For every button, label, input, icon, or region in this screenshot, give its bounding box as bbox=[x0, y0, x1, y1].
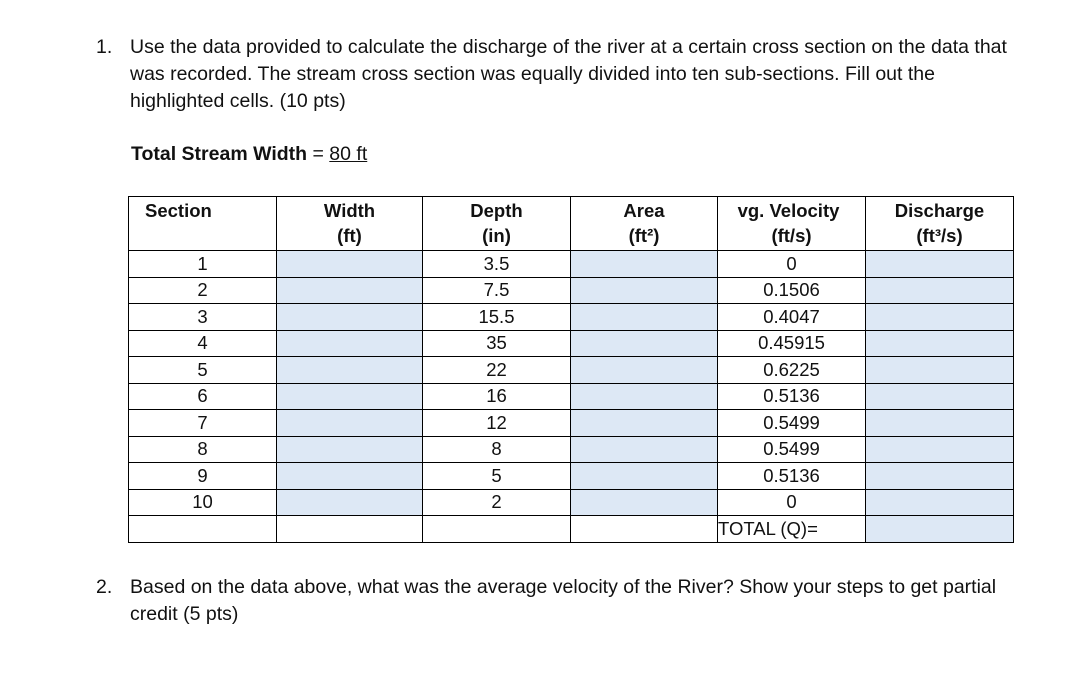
table-row bbox=[129, 251, 1014, 278]
area-input-cell[interactable] bbox=[571, 436, 718, 463]
discharge-input-cell[interactable] bbox=[866, 489, 1014, 516]
width-input-cell[interactable] bbox=[277, 357, 423, 384]
section-cell: 4 bbox=[129, 330, 277, 357]
discharge-input-cell[interactable] bbox=[866, 251, 1014, 278]
question-2-text: Based on the data above, what was the average velocity of the River? Show your steps to get partial credit (5 pts) bbox=[130, 576, 997, 625]
section-cell: 10 bbox=[129, 489, 277, 516]
area-input-cell[interactable] bbox=[571, 277, 718, 304]
depth-cell: 16 bbox=[423, 383, 571, 410]
velocity-cell: 0.1506 bbox=[718, 277, 866, 304]
discharge-input-cell[interactable] bbox=[866, 277, 1014, 304]
total-stream-width-label: Total Stream Width bbox=[131, 143, 308, 165]
discharge-table bbox=[128, 196, 1014, 543]
area-input-cell[interactable] bbox=[571, 304, 718, 331]
velocity-cell: 0.5136 bbox=[718, 383, 866, 410]
width-input-cell[interactable] bbox=[277, 304, 423, 331]
table-row bbox=[129, 489, 1014, 516]
depth-cell: 12 bbox=[423, 410, 571, 437]
discharge-input-cell[interactable] bbox=[866, 410, 1014, 437]
section-cell: 9 bbox=[129, 463, 277, 490]
width-input-cell[interactable] bbox=[277, 489, 423, 516]
header-area: Area (ft²) bbox=[571, 197, 718, 251]
velocity-cell: 0 bbox=[718, 251, 866, 278]
discharge-input-cell[interactable] bbox=[866, 357, 1014, 384]
header-discharge: Discharge (ft³/s) bbox=[866, 197, 1014, 251]
depth-cell: 2 bbox=[423, 489, 571, 516]
width-input-cell[interactable] bbox=[277, 251, 423, 278]
section-cell: 3 bbox=[129, 304, 277, 331]
discharge-input-cell[interactable] bbox=[866, 383, 1014, 410]
total-stream-width-equals: = bbox=[307, 143, 330, 165]
depth-cell: 35 bbox=[423, 330, 571, 357]
width-input-cell[interactable] bbox=[277, 463, 423, 490]
table-row bbox=[129, 357, 1014, 384]
velocity-cell: 0.6225 bbox=[718, 357, 866, 384]
header-width: Width (ft) bbox=[277, 197, 423, 251]
depth-cell: 5 bbox=[423, 463, 571, 490]
total-stream-width bbox=[131, 143, 367, 166]
width-input-cell[interactable] bbox=[277, 330, 423, 357]
section-cell: 8 bbox=[129, 436, 277, 463]
total-empty-cell bbox=[277, 516, 423, 543]
section-cell: 2 bbox=[129, 277, 277, 304]
area-input-cell[interactable] bbox=[571, 251, 718, 278]
discharge-input-cell[interactable] bbox=[866, 304, 1014, 331]
depth-cell: 3.5 bbox=[423, 251, 571, 278]
total-empty-cell bbox=[571, 516, 718, 543]
question-2-number: 2. bbox=[96, 576, 113, 598]
depth-cell: 7.5 bbox=[423, 277, 571, 304]
header-depth: Depth (in) bbox=[423, 197, 571, 251]
table-row bbox=[129, 463, 1014, 490]
area-input-cell[interactable] bbox=[571, 410, 718, 437]
velocity-cell: 0 bbox=[718, 489, 866, 516]
width-input-cell[interactable] bbox=[277, 277, 423, 304]
section-cell: 1 bbox=[129, 251, 277, 278]
section-cell: 7 bbox=[129, 410, 277, 437]
width-input-cell[interactable] bbox=[277, 383, 423, 410]
velocity-cell: 0.5499 bbox=[718, 410, 866, 437]
question-1-text: Use the data provided to calculate the discharge of the river at a certain cross section on the data that was recorded. The stream cross section was equally divided into ten sub-sections. Fill out the highlighted cells. (10 pts) bbox=[130, 36, 1007, 112]
area-input-cell[interactable] bbox=[571, 463, 718, 490]
header-velocity: vg. Velocity (ft/s) bbox=[718, 197, 866, 251]
discharge-input-cell[interactable] bbox=[866, 330, 1014, 357]
table-row bbox=[129, 436, 1014, 463]
header-section: Section bbox=[129, 197, 277, 251]
total-q-input-cell[interactable] bbox=[866, 516, 1014, 543]
table-row bbox=[129, 410, 1014, 437]
velocity-cell: 0.5499 bbox=[718, 436, 866, 463]
table-row bbox=[129, 383, 1014, 410]
table-row bbox=[129, 330, 1014, 357]
table-row bbox=[129, 277, 1014, 304]
area-input-cell[interactable] bbox=[571, 357, 718, 384]
discharge-input-cell[interactable] bbox=[866, 463, 1014, 490]
area-input-cell[interactable] bbox=[571, 330, 718, 357]
total-empty-cell bbox=[423, 516, 571, 543]
total-stream-width-value: 80 ft bbox=[329, 143, 368, 165]
depth-cell: 22 bbox=[423, 357, 571, 384]
question-1-number: 1. bbox=[96, 36, 113, 58]
velocity-cell: 0.5136 bbox=[718, 463, 866, 490]
depth-cell: 15.5 bbox=[423, 304, 571, 331]
total-empty-cell bbox=[129, 516, 277, 543]
total-row bbox=[129, 516, 1014, 543]
velocity-cell: 0.45915 bbox=[718, 330, 866, 357]
section-cell: 6 bbox=[129, 383, 277, 410]
discharge-input-cell[interactable] bbox=[866, 436, 1014, 463]
total-q-label: TOTAL (Q)= bbox=[718, 516, 866, 543]
table-row bbox=[129, 304, 1014, 331]
depth-cell: 8 bbox=[423, 436, 571, 463]
section-cell: 5 bbox=[129, 357, 277, 384]
table-header-row bbox=[129, 197, 1014, 251]
width-input-cell[interactable] bbox=[277, 410, 423, 437]
width-input-cell[interactable] bbox=[277, 436, 423, 463]
velocity-cell: 0.4047 bbox=[718, 304, 866, 331]
area-input-cell[interactable] bbox=[571, 383, 718, 410]
area-input-cell[interactable] bbox=[571, 489, 718, 516]
